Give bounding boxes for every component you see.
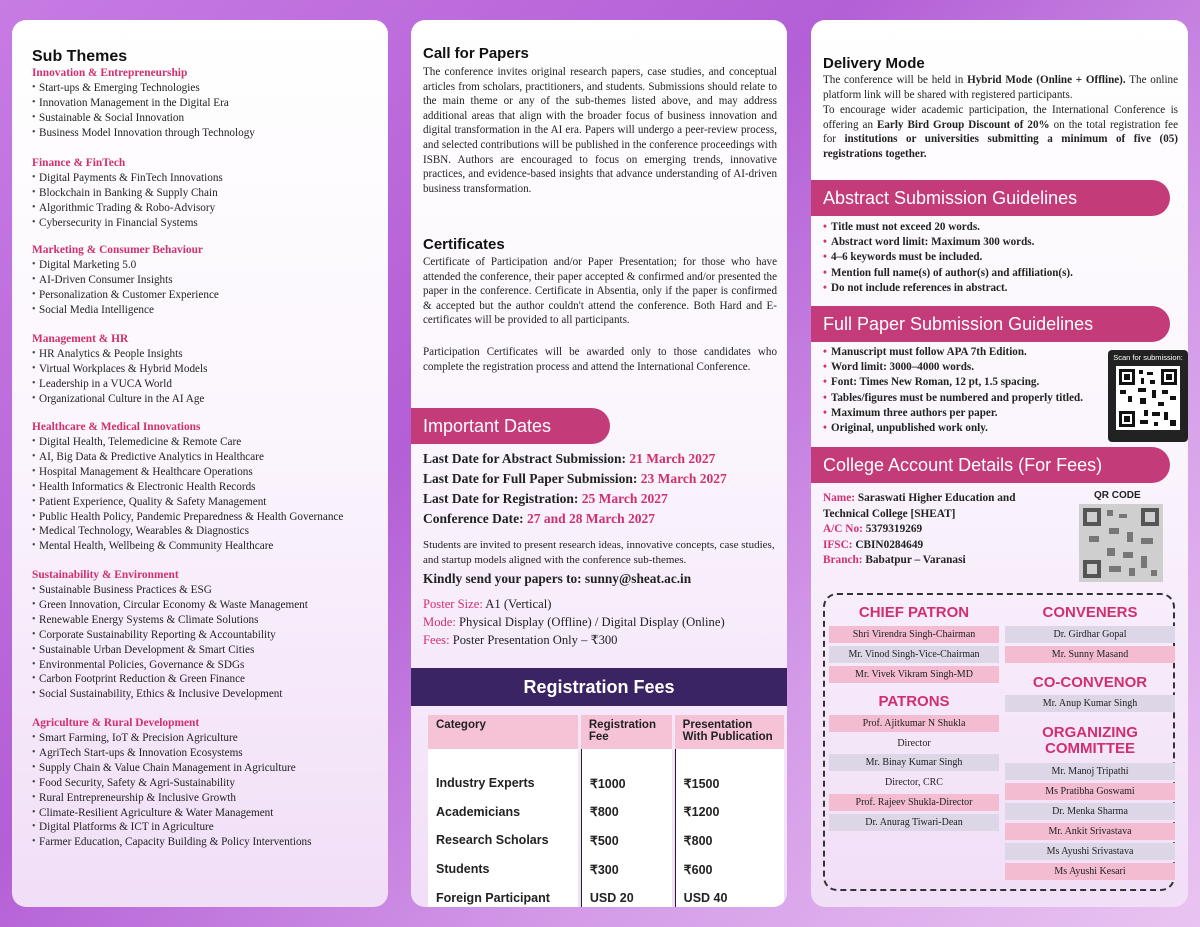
poster-size: Poster Size: A1 (Vertical) xyxy=(423,597,552,611)
important-dates-title: Important Dates xyxy=(411,408,610,444)
fees-registration-cell: ₹1000 xyxy=(581,769,672,798)
theme-item: • Sustainable Urban Development & Smart Cities xyxy=(32,643,308,658)
theme-list xyxy=(32,435,343,554)
guideline-item: • Title must not exceed 20 words. xyxy=(823,220,1073,235)
committee-member: Dr. Girdhar Gopal xyxy=(1005,626,1175,643)
guideline-item: • Abstract word limit: Maximum 300 words. xyxy=(823,235,1073,250)
date-full-paper: Last Date for Full Paper Submission: 23 March 2027 xyxy=(423,471,727,486)
co-convenor-title: CO-CONVENOR xyxy=(1032,674,1148,691)
fees-registration-cell: ₹800 xyxy=(581,798,672,827)
date-registration: Last Date for Registration: 25 March 2027 xyxy=(423,491,668,506)
abstract-guidelines-list xyxy=(823,220,1073,296)
students-invite-text: Students are invited to present research ideas, innovative concepts, case studies, and startup models aligned with the conference sub-themes. xyxy=(423,539,775,566)
committee-member: Shri Virendra Singh-Chairman xyxy=(829,626,999,643)
theme-item: • Health Informatics & Electronic Health Records xyxy=(32,480,343,495)
poster-fees: Fees: Poster Presentation Only – ₹300 xyxy=(423,633,618,647)
theme-list xyxy=(32,81,255,141)
theme-item: • AI, Big Data & Predictive Analytics in Healthcare xyxy=(32,450,343,465)
theme-item: • Climate-Resilient Agriculture & Water Management xyxy=(32,806,312,821)
fees-presentation-cell: USD 40 xyxy=(675,883,784,907)
committee-member: Dr. Anurag Tiwari-Dean xyxy=(829,814,999,831)
committee-member: Mr. Vivek Vikram Singh-MD xyxy=(829,666,999,683)
payment-qr-label: QR CODE xyxy=(1094,490,1141,501)
committee-member: Prof. Rajeev Shukla-Director xyxy=(829,794,999,811)
theme-list xyxy=(32,731,312,850)
fees-category-cell: Industry Experts xyxy=(428,769,578,798)
theme-item: • Medical Technology, Wearables & Diagnostics xyxy=(32,524,343,539)
certificates-title: Certificates xyxy=(423,236,505,253)
theme-group-heading: Finance & FinTech xyxy=(32,157,126,169)
theme-item: • Sustainable & Social Innovation xyxy=(32,111,255,126)
theme-item: • Social Sustainability, Ethics & Inclusive Development xyxy=(32,687,308,702)
account-name: Name: Saraswati Higher Education and Technical College [SHEAT] xyxy=(823,492,1016,520)
fees-category-cell: Research Scholars xyxy=(428,826,578,855)
date-abstract: Last Date for Abstract Submission: 21 March 2027 xyxy=(423,451,716,466)
fees-row xyxy=(428,883,784,907)
guideline-item: • Mention full name(s) of author(s) and affiliation(s). xyxy=(823,266,1073,281)
account-number: A/C No: 5379319269 xyxy=(823,523,923,535)
call-for-papers-title: Call for Papers xyxy=(423,45,529,62)
committee-member: Mr. Ankit Srivastava xyxy=(1005,823,1175,840)
theme-item: • Patient Experience, Quality & Safety Management xyxy=(32,495,343,510)
guideline-item: • Original, unpublished work only. xyxy=(823,421,1083,436)
fees-presentation-cell: ₹800 xyxy=(675,826,784,855)
theme-item: • Social Media Intelligence xyxy=(32,303,219,318)
committee-member: Ms Ayushi Kesari xyxy=(1005,863,1175,880)
theme-group-heading: Healthcare & Medical Innovations xyxy=(32,421,201,433)
certificates-text-2: Participation Certificates will be awarded only to those candidates who complete the registration process and attend the International Conference. xyxy=(423,346,777,373)
call-for-papers-text: The conference invites original research papers, case studies, and conceptual articles from scholars, practitioners, and students. Submissions should relate to the main theme or any of the sub-themes listed above, and may address additional areas that align with the broader focus of business innovation and digital transformation in the AI era. Papers will undergo a peer-review process, and selected contributions will be published in the conference proceedings with ISBN. Authors are encouraged to focus on emerging trends, innovative practices, and evidence-based insights that advance understanding of AI-driven business transformation. xyxy=(423,66,777,195)
organizing-committee-title: ORGANIZING COMMITTEE xyxy=(1042,724,1138,757)
theme-item: • Rural Entrepreneurship & Inclusive Growth xyxy=(32,791,312,806)
theme-item: • Renewable Energy Systems & Climate Solutions xyxy=(32,613,308,628)
theme-item: • Public Health Policy, Pandemic Preparedness & Health Governance xyxy=(32,510,343,525)
submission-qr-code-icon xyxy=(1116,366,1180,430)
date-conference: Conference Date: 27 and 28 March 2027 xyxy=(423,511,655,526)
abstract-guidelines-title: Abstract Submission Guidelines xyxy=(811,180,1170,216)
early-bird-text: To encourage wider academic participation, the International Conference is offering an Early Bird Group Discount of 20% on the total registration fee for institutions or universities submitting a minimum of five (05) registrations together. xyxy=(823,104,1178,160)
papers-panel xyxy=(411,20,787,907)
fees-row xyxy=(428,769,784,798)
fees-registration-cell: USD 20 xyxy=(581,883,672,907)
theme-group xyxy=(32,716,312,850)
committee-member: Mr. Anup Kumar Singh xyxy=(1005,695,1175,712)
theme-item: • Digital Platforms & ICT in Agriculture xyxy=(32,820,312,835)
theme-item: • HR Analytics & People Insights xyxy=(32,347,208,362)
details-panel xyxy=(811,20,1188,907)
theme-item: • Sustainable Business Practices & ESG xyxy=(32,583,308,598)
important-dates-list xyxy=(423,449,727,529)
theme-item: • Algorithmic Trading & Robo-Advisory xyxy=(32,201,223,216)
delivery-mode-title: Delivery Mode xyxy=(823,55,925,72)
fees-header-category: Category xyxy=(428,715,578,749)
theme-group xyxy=(32,332,208,407)
theme-group-heading: Marketing & Consumer Behaviour xyxy=(32,244,203,256)
guideline-item: • Maximum three authors per paper. xyxy=(823,406,1083,421)
theme-group xyxy=(32,66,255,141)
theme-item: • Innovation Management in the Digital Era xyxy=(32,96,255,111)
theme-item: • Environmental Policies, Governance & SDGs xyxy=(32,658,308,673)
theme-list xyxy=(32,258,219,318)
theme-item: • Digital Payments & FinTech Innovations xyxy=(32,171,223,186)
theme-item: • Green Innovation, Circular Economy & Waste Management xyxy=(32,598,308,613)
full-paper-guidelines-title: Full Paper Submission Guidelines xyxy=(811,306,1170,342)
fees-row xyxy=(428,855,784,884)
payment-qr-code-icon[interactable] xyxy=(1079,504,1163,582)
theme-group xyxy=(32,568,308,702)
committee-member: Director, CRC xyxy=(885,777,943,789)
guideline-item: • Do not include references in abstract. xyxy=(823,281,1073,296)
poster-mode: Mode: Physical Display (Offline) / Digital Display (Online) xyxy=(423,615,725,629)
poster-details xyxy=(423,595,725,649)
guideline-item: • Manuscript must follow APA 7th Edition. xyxy=(823,345,1083,360)
theme-item: • Business Model Innovation through Technology xyxy=(32,126,255,141)
committee-member: Dr. Menka Sharma xyxy=(1005,803,1175,820)
certificates-text: Certificate of Participation and/or Paper Presentation; for those who have attended the conference, their paper accepted & confirmed and/or presented the paper in the conference. Certificate in Absentia, only if the paper is confirmed & accepted but the author couldn't attend the conference. Both Hard and E-certificates will be provided to all participants. xyxy=(423,256,777,327)
theme-item: • Digital Marketing 5.0 xyxy=(32,258,219,273)
guideline-item: • Word limit: 3000–4000 words. xyxy=(823,360,1083,375)
fees-category-cell: Academicians xyxy=(428,798,578,827)
theme-item: • Personalization & Customer Experience xyxy=(32,288,219,303)
theme-group xyxy=(32,156,223,231)
guideline-item: • Font: Times New Roman, 12 pt, 1.5 spacing. xyxy=(823,375,1083,390)
theme-item: • Corporate Sustainability Reporting & Accountability xyxy=(32,628,308,643)
sub-themes-panel xyxy=(12,20,388,907)
fees-row xyxy=(428,826,784,855)
theme-group xyxy=(32,420,343,554)
fees-presentation-cell: ₹1500 xyxy=(675,769,784,798)
theme-item: • AgriTech Start-ups & Innovation Ecosystems xyxy=(32,746,312,761)
fees-presentation-cell: ₹1200 xyxy=(675,798,784,827)
sub-themes-title: Sub Themes xyxy=(32,48,128,65)
committee-member: Mr. Vinod Singh-Vice-Chairman xyxy=(829,646,999,663)
send-papers-email[interactable]: Kindly send your papers to: sunny@sheat.ac.in xyxy=(423,571,692,586)
account-branch: Branch: Babatpur – Varanasi xyxy=(823,554,966,566)
theme-group-heading: Innovation & Entrepreneurship xyxy=(32,67,188,79)
registration-fees-table xyxy=(425,715,787,907)
committee-member: Mr. Binay Kumar Singh xyxy=(829,754,999,771)
fees-row xyxy=(428,798,784,827)
committee-member: Ms Ayushi Srivastava xyxy=(1005,843,1175,860)
patrons-title: PATRONS xyxy=(878,693,950,710)
fees-header-registration: Registration Fee xyxy=(581,715,672,749)
theme-item: • Virtual Workplaces & Hybrid Models xyxy=(32,362,208,377)
fees-presentation-cell: ₹600 xyxy=(675,855,784,884)
guideline-item: • 4–6 keywords must be included. xyxy=(823,250,1073,265)
account-ifsc: IFSC: CBIN0284649 xyxy=(823,538,924,551)
theme-item: • AI-Driven Consumer Insights xyxy=(32,273,219,288)
theme-item: • Cybersecurity in Financial Systems xyxy=(32,216,223,231)
theme-item: • Mental Health, Wellbeing & Community Healthcare xyxy=(32,539,343,554)
committee-member: Director xyxy=(897,737,931,749)
fees-header-presentation: Presentation With Publication xyxy=(675,715,784,749)
fees-registration-cell: ₹300 xyxy=(581,855,672,884)
theme-list xyxy=(32,583,308,702)
committee-member: Mr. Sunny Masand xyxy=(1005,646,1175,663)
guideline-item: • Tables/figures must be numbered and properly titled. xyxy=(823,391,1083,406)
fees-registration-cell: ₹500 xyxy=(581,826,672,855)
theme-group-heading: Management & HR xyxy=(32,333,129,345)
conveners-title: CONVENERS xyxy=(1042,604,1138,621)
theme-item: • Farmer Education, Capacity Building & Policy Interventions xyxy=(32,835,312,850)
theme-item: • Smart Farming, IoT & Precision Agriculture xyxy=(32,731,312,746)
theme-item: • Start-ups & Emerging Technologies xyxy=(32,81,255,96)
committee-member: Prof. Ajitkumar N Shukla xyxy=(829,715,999,732)
submission-qr-panel[interactable] xyxy=(1108,350,1188,442)
committee-member: Ms Pratibha Goswami xyxy=(1005,783,1175,800)
theme-item: • Carbon Footprint Reduction & Green Finance xyxy=(32,672,308,687)
submission-qr-label: Scan for submission: xyxy=(1113,353,1183,362)
theme-item: • Blockchain in Banking & Supply Chain xyxy=(32,186,223,201)
theme-item: • Organizational Culture in the AI Age xyxy=(32,392,208,407)
committee-member: Mr. Manoj Tripathi xyxy=(1005,763,1175,780)
fees-category-cell: Students xyxy=(428,855,578,884)
full-paper-guidelines-list xyxy=(823,345,1083,436)
theme-list xyxy=(32,171,223,231)
fees-category-cell: Foreign Participant xyxy=(428,883,578,907)
theme-group-heading: Sustainability & Environment xyxy=(32,569,179,581)
theme-item: • Supply Chain & Value Chain Management in Agriculture xyxy=(32,761,312,776)
theme-item: • Digital Health, Telemedicine & Remote Care xyxy=(32,435,343,450)
theme-group-heading: Agriculture & Rural Development xyxy=(32,717,200,729)
theme-list xyxy=(32,347,208,407)
theme-item: • Food Security, Safety & Agri-Sustainability xyxy=(32,776,312,791)
theme-item: • Hospital Management & Healthcare Operations xyxy=(32,465,343,480)
theme-item: • Leadership in a VUCA World xyxy=(32,377,208,392)
account-details xyxy=(823,491,1023,569)
committee-box xyxy=(823,593,1175,891)
chief-patron-title: CHIEF PATRON xyxy=(858,604,970,621)
registration-fees-title: Registration Fees xyxy=(411,668,787,706)
theme-group xyxy=(32,243,219,318)
college-account-title: College Account Details (For Fees) xyxy=(811,447,1170,483)
delivery-mode-text: The conference will be held in Hybrid Mode (Online + Offline). The online platform link will be shared with registered participants. xyxy=(823,74,1178,101)
